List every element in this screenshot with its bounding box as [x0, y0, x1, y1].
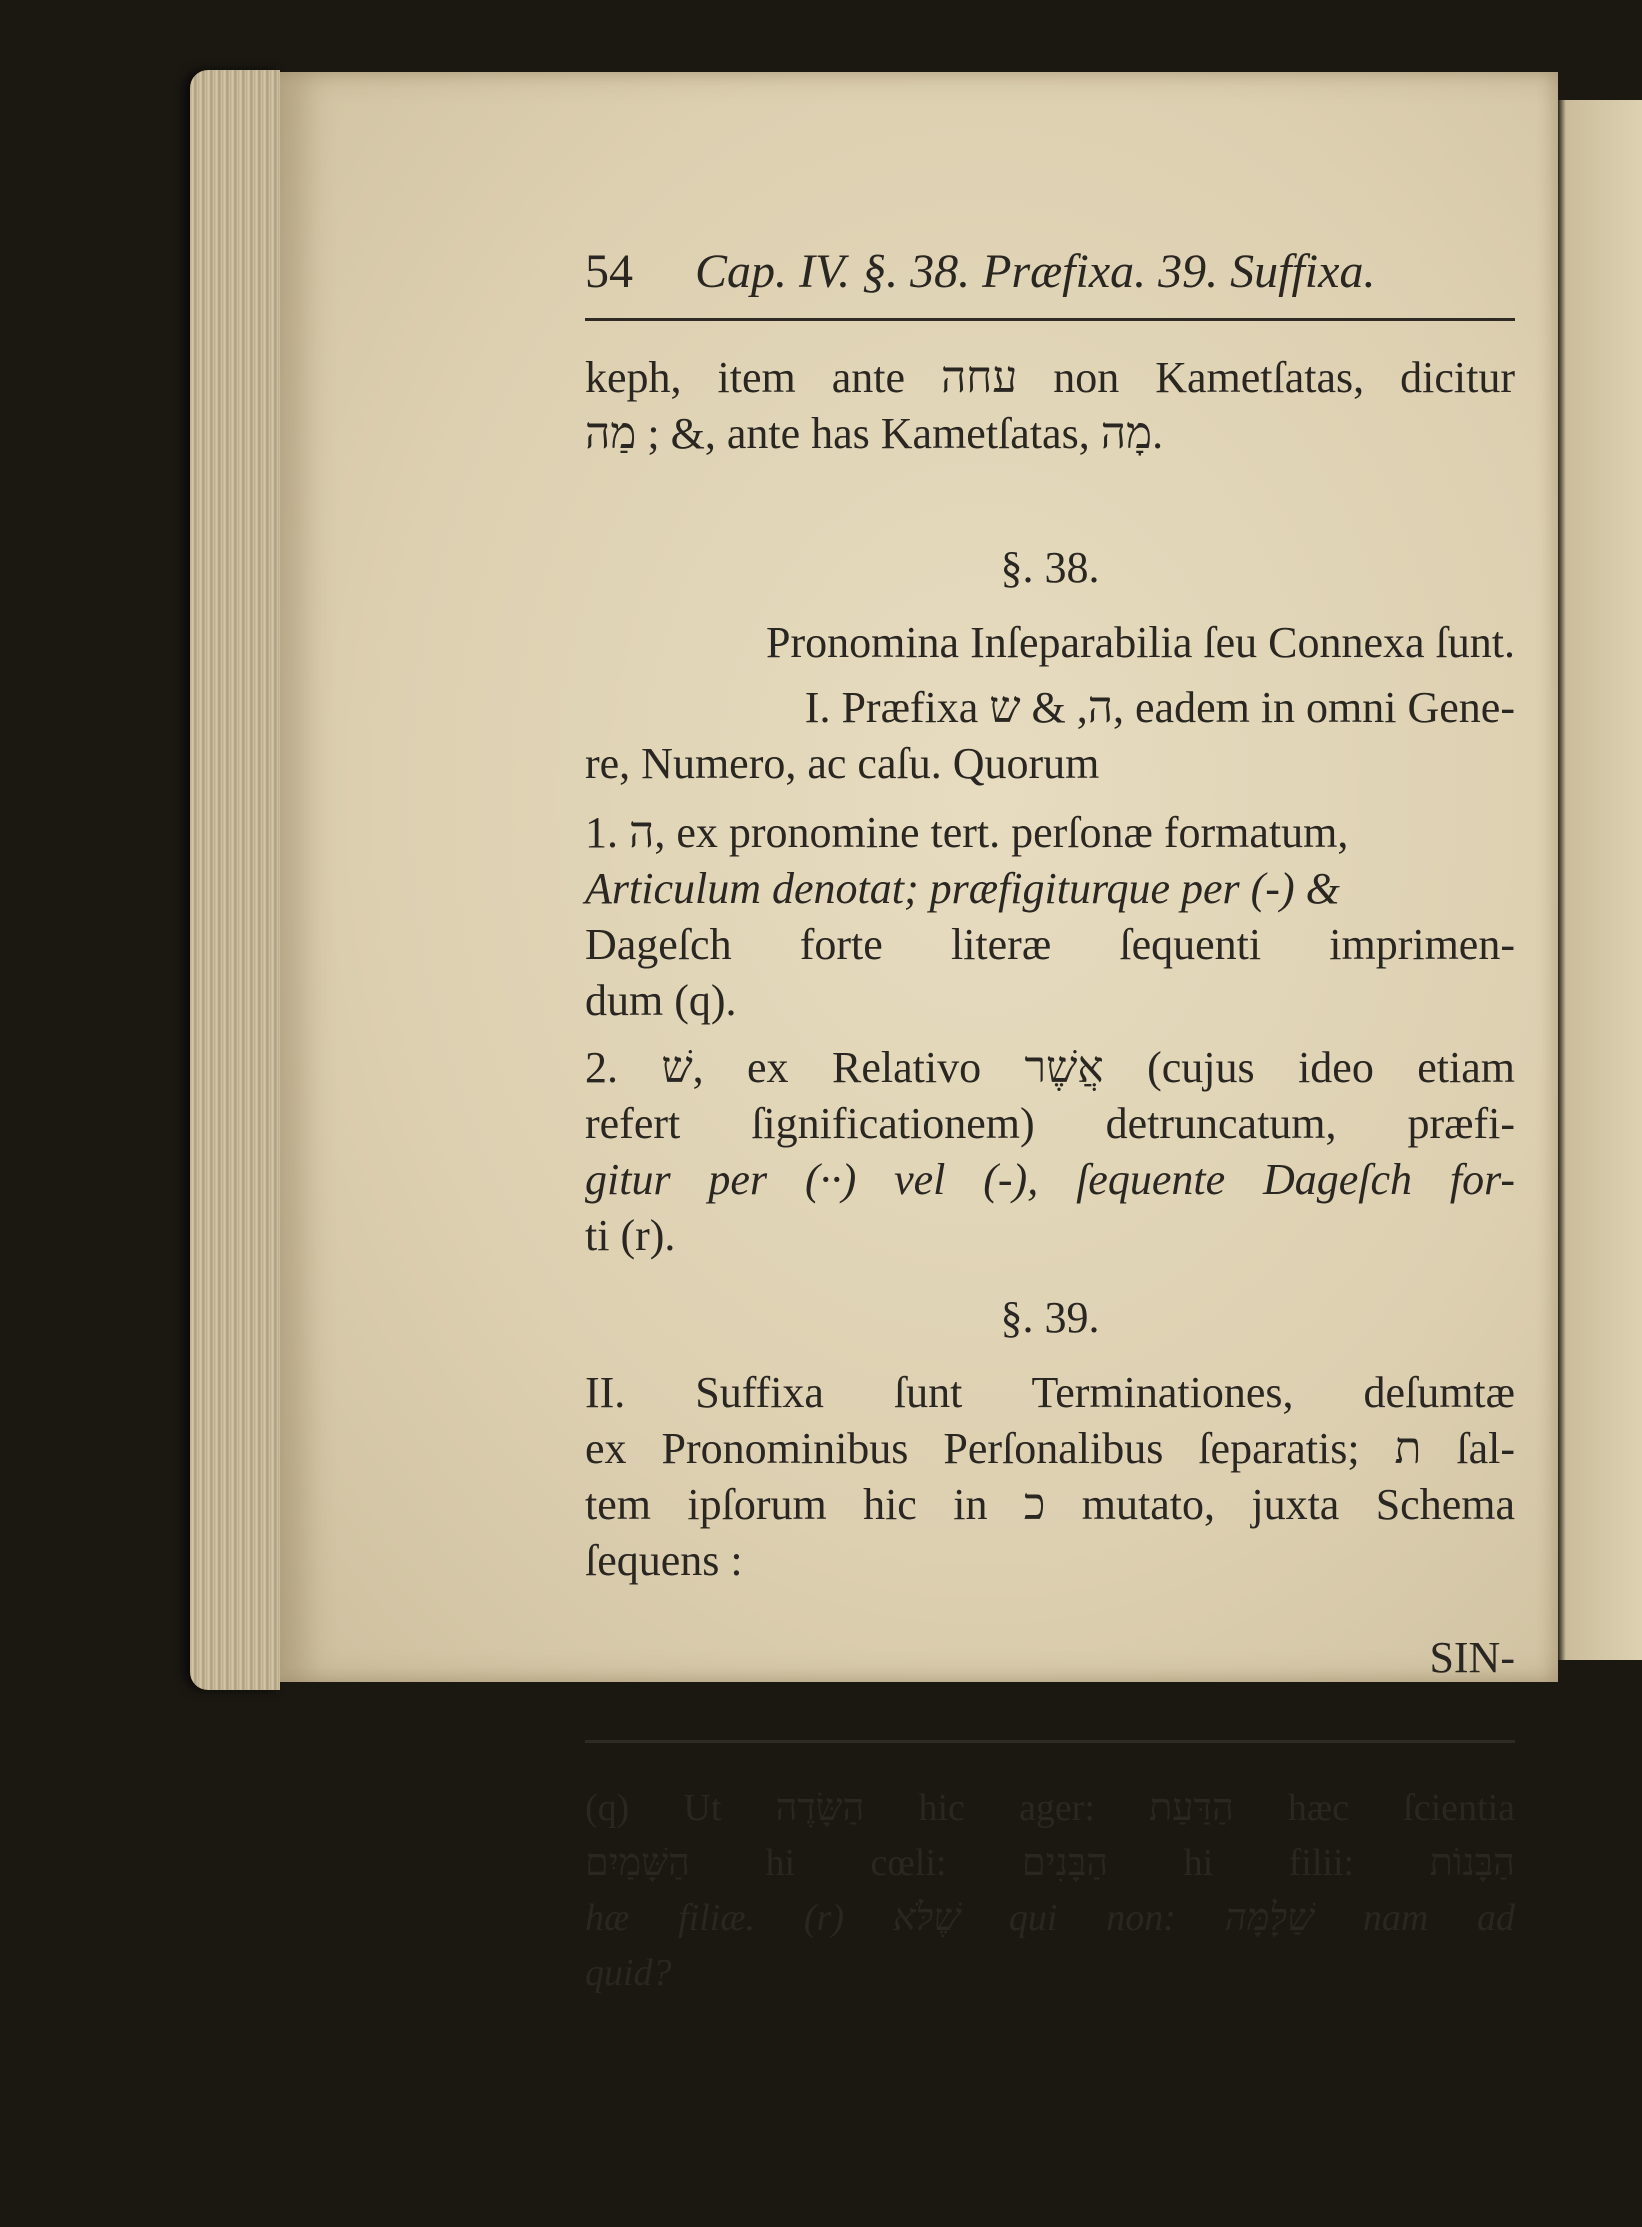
body-line: re, Numero, ac caſu. Quorum [585, 739, 1100, 788]
body-line: Articulum denotat; præfigiturque per (-) & [585, 864, 1340, 913]
body-line: 1. ה, ex pronomine tert. perſonæ formatum, [585, 808, 1349, 857]
body-line: ex Pronominibus Perſonalibus ſeparatis; ת ſal- [585, 1424, 1515, 1473]
running-header [585, 240, 1515, 310]
body-line: Dageſch forte literæ ſequenti imprimen- [585, 920, 1515, 969]
footnote-line: (q) Ut הַשָּׂדֶה hic ager: הַדַּעַת hæc ſcientia [585, 1787, 1516, 1829]
header-rule [585, 318, 1515, 321]
running-title: Cap. IV. §. 38. Præfixa. 39. Suffixa. [695, 245, 1376, 298]
body-line: dum (q). [585, 976, 737, 1025]
footnote-rule [585, 1740, 1515, 1743]
facing-page-edge [1558, 100, 1642, 1660]
catchword: SIN- [1429, 1633, 1515, 1682]
section-heading: §. 38. [1000, 543, 1100, 592]
section-heading: §. 39. [1000, 1293, 1100, 1342]
body-line: gitur per (··) vel (-), ſequente Dageſch for- [585, 1155, 1515, 1204]
body-line: refert ſignificationem) detruncatum, præfi- [585, 1099, 1515, 1148]
body-line: I. Præfixa ה, & ש, eadem in omni Gene- [804, 683, 1515, 732]
page-number: 54 [585, 245, 633, 298]
body-line: tem ipſorum hic in כ mutato, juxta Schema [585, 1480, 1515, 1529]
footnote-line: quid? [585, 1952, 672, 1994]
body-line: מַה ; &, ante has Kametſatas, מָה. [585, 409, 1164, 458]
body-line: ſequens : [585, 1536, 743, 1585]
footnote-line: hæ filiæ. (r) שֶׁלֹּא qui non: שַׁלָּמָּה nam ad [585, 1897, 1515, 1939]
body-line: 2. שׁ, ex Relativo אֲשֶׁר (cujus ideo etiam [585, 1043, 1516, 1092]
body-line: II. Suffixa ſunt Terminationes, deſumtæ [585, 1368, 1515, 1417]
page-edges [190, 70, 280, 1690]
footnote-line: הַשָּׁמַיִם hi cœli: הַבָּנִים hi filii: הַבָּנוֹת [585, 1842, 1515, 1884]
body-line: ti (r). [585, 1211, 676, 1260]
body-line: Pronomina Inſeparabilia ſeu Connexa ſunt. [765, 618, 1515, 667]
body-line: keph, item ante עחה non Kametſatas, dicitur [585, 353, 1515, 402]
